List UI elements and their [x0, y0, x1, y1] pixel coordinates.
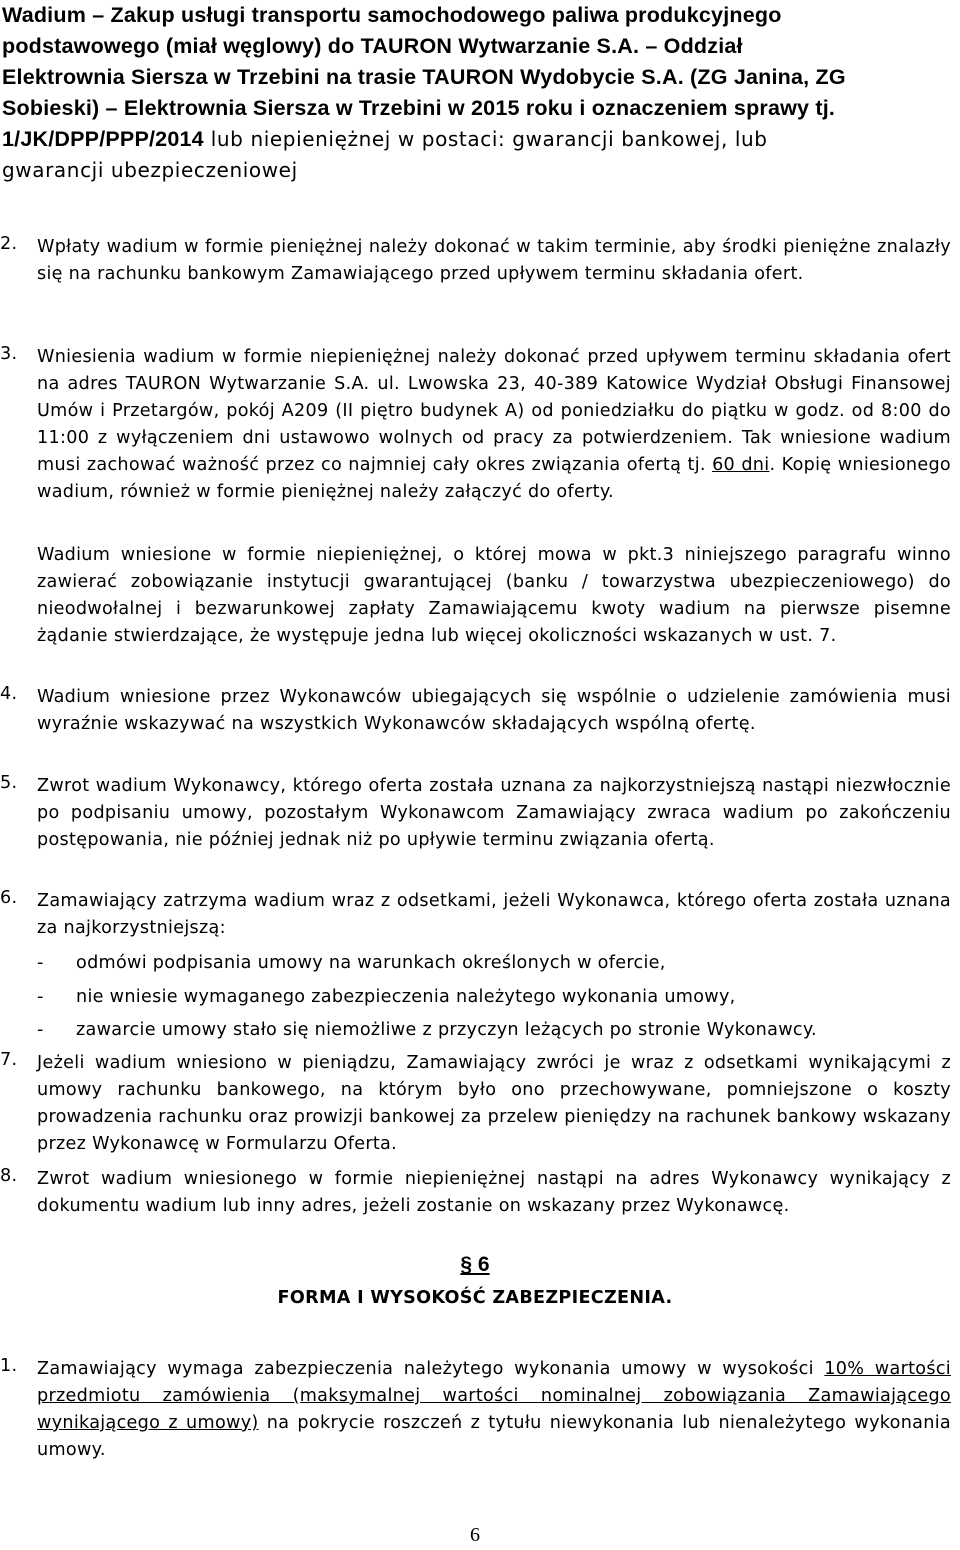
page-number: 6	[470, 1524, 480, 1546]
paragraph-3: Wniesienia wadium w formie niepieniężnej należy dokonać przed upływem terminu składania ofert na adres TAURON Wytwarzanie S.A. ul. Lwowska 23, 40-389 Katowice Wydział Obsługi Finansowej Umów i Przetargów, pokój A209 (II piętro budynek A) od poniedziałku do piątku w godz. od 8:00 do 11:00 z wyłączeniem dni ustawowo wolnych od pracy za potwierdzeniem. Tak wniesione wadium musi zachować ważność przez co najmniej cały okres związania ofertą tj. 60 dni. Kopię wniesionego wadium, również w formie pieniężnej należy załączyć do oferty.	[37, 347, 951, 502]
item-number: 4.	[0, 684, 18, 704]
item-number: 2.	[0, 234, 18, 254]
paragraph-7: Jeżeli wadium wniesiono w pieniądzu, Zamawiający zwróci je wraz z odsetkami wynikającymi z umowy rachunku bankowego, na którym było ono przechowywane, pomniejszone o koszty prowadzenia rachunku oraz prowizji bankowej za przelew pieniędzy na rachunek bankowy wskazany przez Wykonawcę w Formularzu Oferta.	[37, 1053, 951, 1154]
intro-line-3: Elektrownia Siersza w Trzebini na trasie TAURON Wydobycie S.A. (ZG Janina, ZG	[2, 65, 846, 89]
item-number: 8.	[0, 1166, 18, 1186]
section-paragraph-1: Zamawiający wymaga zabezpieczenia należytego wykonania umowy w wysokości 10% wartości przedmiotu zamówienia (maksymalnej wartości nominalnej zobowiązania Zamawiającego wynikającego z umowy) na pokrycie roszczeń z tytułu niewykonania lub nienależytego wykonania umowy.	[37, 1359, 951, 1460]
item-number: 7.	[0, 1050, 18, 1070]
intro-line-2: podstawowego (miał węglowy) do TAURON Wytwarzanie S.A. – Oddział	[2, 34, 743, 58]
security-amount: 10% wartości przedmiotu zamówienia (maksymalnej wartości nominalnej zobowiązania Zamawiającego wynikającego z umowy)	[37, 1359, 951, 1433]
intro-line-4: Sobieski) – Elektrownia Siersza w Trzebini w 2015 roku i oznaczeniem sprawy tj.	[2, 96, 836, 120]
case-number: 1/JK/DPP/PPP/2014	[2, 127, 204, 151]
item-number: 1.	[0, 1356, 18, 1376]
section-title: FORMA I WYSOKOŚĆ ZABEZPIECZENIA.	[277, 1288, 673, 1308]
intro-line-1-rest: – Zakup usługi transportu samochodowego paliwa produkcyjnego	[86, 3, 782, 27]
list-dash: -	[37, 987, 44, 1007]
paragraph-2: Wpłaty wadium w formie pieniężnej należy dokonać w takim terminie, aby środki pieniężne znalazły się na rachunku bankowym Zamawiającego przed upływem terminu składania ofert.	[37, 237, 951, 284]
intro-wadium-word: Wadium	[2, 3, 87, 27]
paragraph-8: Zwrot wadium wniesionego w formie niepieniężnej nastąpi na adres Wykonawcy wynikający z dokumentu wadium lub inny adres, jeżeli zostanie on wskazany przez Wykonawcę.	[37, 1169, 951, 1216]
list-dash: -	[37, 1020, 44, 1040]
list-item: odmówi podpisania umowy na warunkach określonych w ofercie,	[76, 953, 666, 973]
intro-line-5: 1/JK/DPP/PPP/2014 lub niepieniężnej w postaci: gwarancji bankowej, lub	[2, 127, 768, 151]
list-item: zawarcie umowy stało się niemożliwe z przyczyn leżących po stronie Wykonawcy.	[76, 1020, 817, 1040]
intro-line-6: gwarancji ubezpieczeniowej	[2, 158, 298, 182]
intro-paragraph	[2, 0, 952, 186]
validity-period: 60 dni	[712, 455, 770, 475]
list-item: nie wniesie wymaganego zabezpieczenia należytego wykonania umowy,	[76, 987, 736, 1007]
item-number: 3.	[0, 344, 18, 364]
item-number: 6.	[0, 888, 18, 908]
paragraph-3-continued: Wadium wniesione w formie niepieniężnej, o której mowa w pkt.3 niniejszego paragrafu winno zawierać zobowiązanie instytucji gwarantującej (banku / towarzystwa ubezpieczeniowego) do nieodwołalnej i bezwarunkowej zapłaty Zamawiającemu kwoty wadium na pierwsze pisemne żądanie stwierdzające, że występuje jedna lub więcej okoliczności wskazanych w ust. 7.	[37, 545, 951, 646]
intro-line-1	[2, 0, 952, 31]
section-sign: § 6	[460, 1253, 490, 1276]
list-dash: -	[37, 953, 44, 973]
paragraph-4: Wadium wniesione przez Wykonawców ubiegających się wspólnie o udzielenie zamówienia musi wyraźnie wskazywać na wszystkich Wykonawców składających wspólną ofertę.	[37, 687, 951, 734]
paragraph-5: Zwrot wadium Wykonawcy, którego oferta została uznana za najkorzystniejszą nastąpi niezwłocznie po podpisaniu umowy, pozostałym Wykonawcom Zamawiający zwraca wadium po zakończeniu postępowania, nie później jednak niż po upływie terminu związania ofertą.	[37, 776, 951, 850]
paragraph-6: Zamawiający zatrzyma wadium wraz z odsetkami, jeżeli Wykonawca, którego oferta została uznana za najkorzystniejszą:	[37, 891, 951, 938]
item-number: 5.	[0, 773, 18, 793]
